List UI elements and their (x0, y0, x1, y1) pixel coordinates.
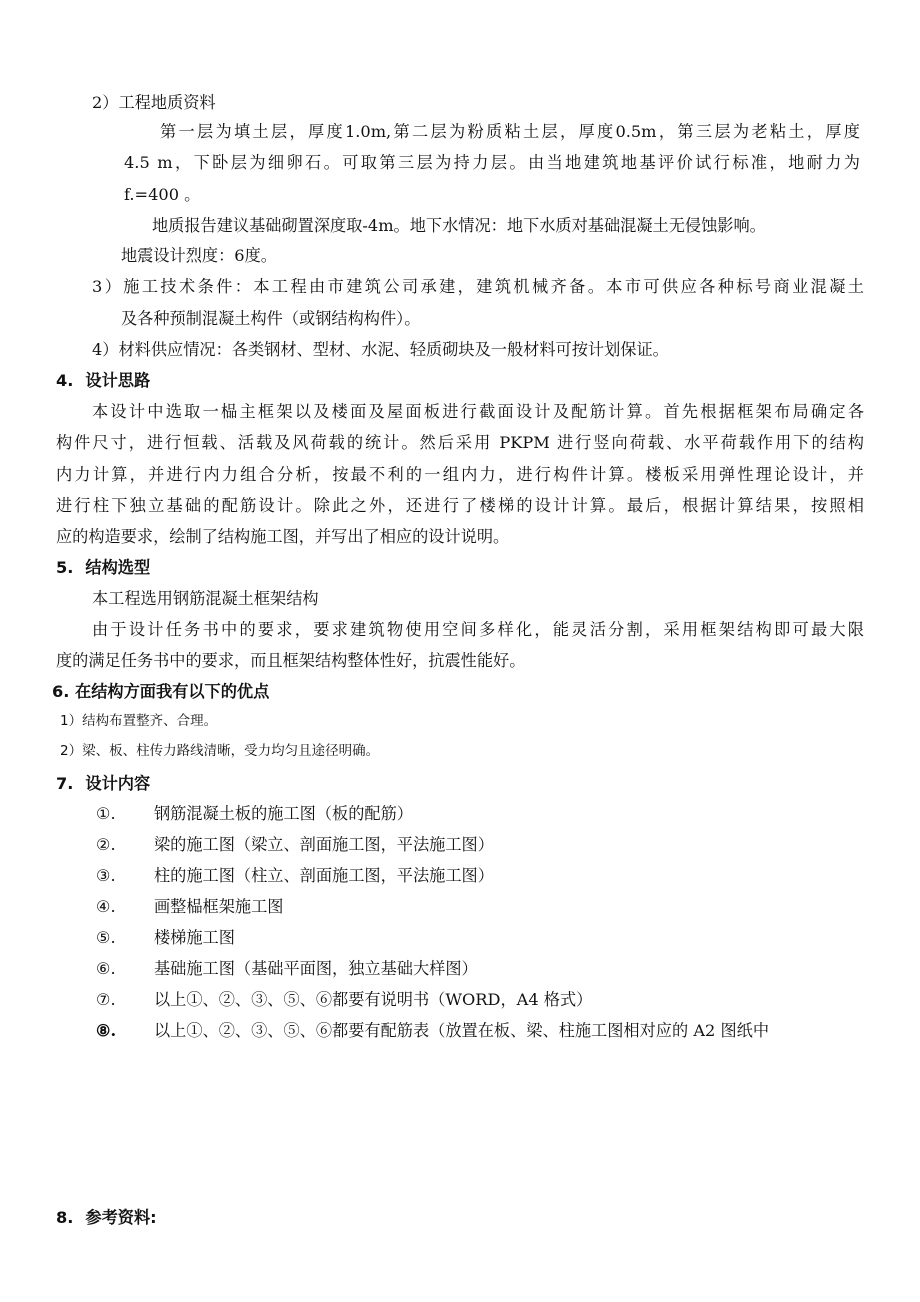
item-marker: ④. (96, 897, 116, 916)
design-idea-line-4: 进行柱下独立基础的配筋设计。除此之外，还进行了楼梯的设计计算。最后，根据计算结果，按照相 (56, 496, 864, 515)
item-text: 画整榀框架施工图 (154, 897, 284, 916)
heading-number: 5. (56, 558, 74, 577)
item-text: 柱的施工图（柱立、剖面施工图，平法施工图） (154, 866, 494, 885)
item-marker: ⑥. (96, 959, 116, 978)
advantage-item-2: 2）梁、板、柱传力路线清晰，受力均匀且途径明确。 (60, 743, 380, 759)
construction-conditions-line-2: 及各种预制混凝土构件（或钢结构构件）。 (121, 309, 421, 328)
design-idea-line-5: 应的构造要求，绘制了结构施工图，并写出了相应的设计说明。 (56, 527, 510, 546)
item-text: 基础施工图（基础平面图，独立基础大样图） (154, 959, 478, 978)
structure-line-1: 本工程选用钢筋混凝土框架结构 (92, 589, 319, 608)
item-text: 以上①、②、③、⑤、⑥都要有说明书（WORD，A4 格式） (154, 990, 593, 1009)
heading-text: 设计思路 (85, 371, 151, 390)
item-marker: ②. (96, 835, 116, 854)
item-text: 以上①、②、③、⑤、⑥都要有配筋表（放置在板、梁、柱施工图相对应的 A2 图纸中 (154, 1021, 770, 1040)
geology-line-3: f.=400 。 (124, 185, 201, 204)
structure-line-3: 度的满足任务书中的要求，而且框架结构整体性好，抗震性能好。 (56, 651, 526, 670)
design-idea-line-3: 内力计算，并进行内力组合分析，按最不利的一组内力，进行构件计算。楼板采用弹性理论设计，并 (56, 465, 864, 484)
geology-line-2: 4.5 m，下卧层为细卵石。可取第三层为持力层。由当地建筑地基评价试行标准，地耐力为 (124, 153, 860, 172)
heading-number: 4. (56, 371, 74, 390)
heading-number: 8. (56, 1208, 74, 1227)
heading-structure-selection (56, 557, 150, 579)
construction-conditions-line-1: 3）施工技术条件：本工程由市建筑公司承建，建筑机械齐备。本市可供应各种标号商业混凝土 (92, 277, 864, 296)
geology-report-line: 地质报告建议基础砌置深度取-4m。地下水情况：地下水质对基础混凝土无侵蚀影响。 (152, 216, 766, 235)
item-marker: ⑧. (96, 1021, 117, 1040)
design-idea-line-2: 构件尺寸，进行恒载、活载及风荷载的统计。然后采用 PKPM 进行竖向荷载、水平荷载作用下的结构 (56, 433, 864, 452)
heading-number: 7. (56, 774, 74, 793)
item-text: 楼梯施工图 (154, 928, 235, 947)
item-text: 钢筋混凝土板的施工图（板的配筋） (154, 804, 413, 823)
item-marker: ⑤. (96, 928, 116, 947)
heading-design-contents (56, 773, 150, 795)
heading-design-idea (56, 370, 150, 392)
design-idea-line-1: 本设计中选取一榀主框架以及楼面及屋面板进行截面设计及配筋计算。首先根据框架布局确定各 (92, 402, 864, 421)
heading-references (56, 1207, 157, 1229)
heading-text: 设计内容 (85, 774, 151, 793)
item-marker: ①. (96, 804, 116, 823)
advantage-item-1: 1）结构布置整齐、合理。 (60, 713, 218, 729)
heading-text: 参考资料: (85, 1208, 157, 1227)
item-text: 梁的施工图（梁立、剖面施工图，平法施工图） (154, 835, 494, 854)
material-supply-line: 4）材料供应情况：各类钢材、型材、水泥、轻质砌块及一般材料可按计划保证。 (92, 340, 669, 359)
geology-line-1: 第一层为填土层，厚度1.0m,第二层为粉质粘土层，厚度0.5m，第三层为老粘土，厚度 (160, 122, 860, 141)
subsection-title-geology: 2）工程地质资料 (92, 93, 216, 112)
heading-advantages: 6. 在结构方面我有以下的优点 (52, 682, 270, 701)
item-marker: ⑦. (96, 990, 116, 1009)
structure-line-2: 由于设计任务书中的要求，要求建筑物使用空间多样化，能灵活分割，采用框架结构即可最大限 (92, 620, 864, 639)
heading-text: 结构选型 (85, 558, 151, 577)
item-marker: ③. (96, 866, 116, 885)
seismic-line: 地震设计烈度：6度。 (121, 246, 277, 265)
